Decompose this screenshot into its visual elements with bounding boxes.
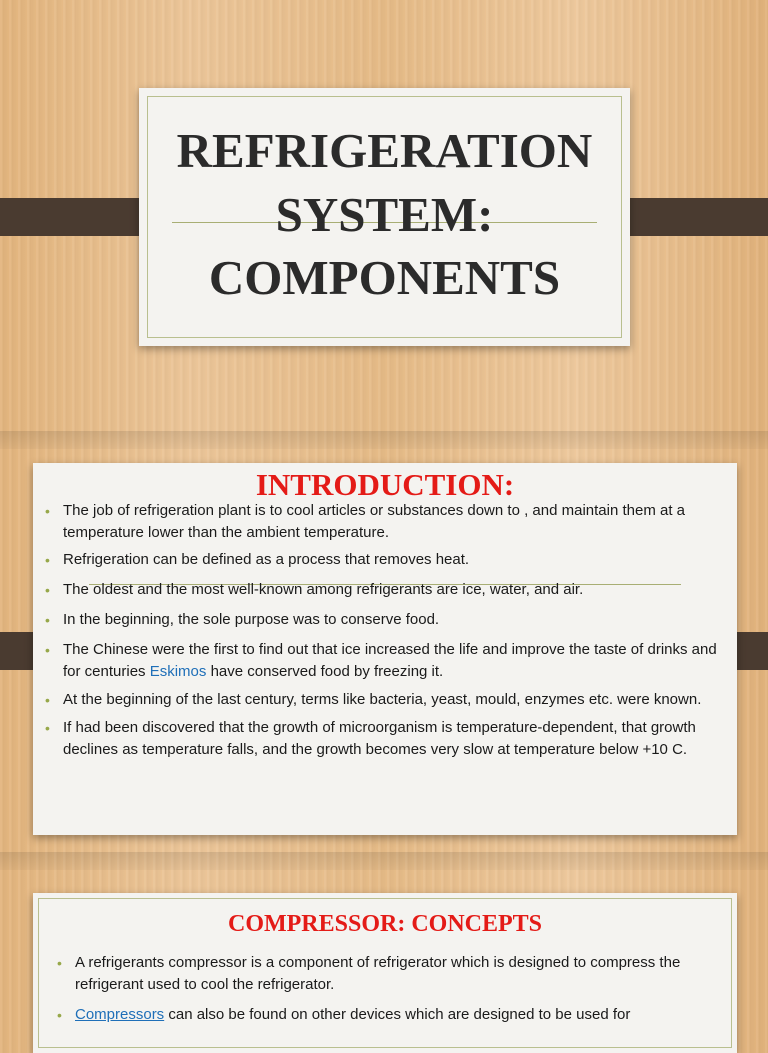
bullet-text: have conserved food by freezing it. — [206, 663, 444, 680]
compressors-link[interactable]: Compressors — [75, 1006, 165, 1023]
introduction-bullet-list — [33, 500, 723, 761]
bullet-dot-icon: • — [45, 720, 50, 736]
bullet-text: The job of refrigeration plant is to cool articles or substances down to , and maintain them at a temperature lower than the ambient temperature. — [63, 502, 686, 541]
bullet-dot-icon: • — [45, 552, 50, 568]
bullet-text: The Chinese were the first to find out that ice increased the life and improve the taste of drinks and for centuries — [63, 641, 717, 680]
bullet-text: The oldest and the most well-known among refrigerants are ice, water, and air. — [63, 581, 584, 598]
list-item — [33, 639, 723, 683]
bullet-dot-icon: • — [45, 692, 50, 708]
bullet-text: A refrigerants compressor is a component of refrigerator which is designed to compress the refrigerant used to cool the refrigerator. — [75, 954, 681, 993]
compressor-card — [33, 893, 737, 1053]
slide-title-line-1: REFRIGERATION — [176, 123, 593, 178]
compressor-heading: COMPRESSOR: CONCEPTS — [227, 911, 543, 937]
list-item — [33, 609, 723, 631]
bullet-text: Refrigeration can be defined as a process that removes heat. — [63, 551, 470, 568]
bullet-dot-icon: • — [45, 642, 50, 658]
title-card — [139, 88, 630, 346]
bullet-dot-icon: • — [57, 955, 62, 971]
list-item — [45, 1004, 725, 1026]
bullet-dot-icon: • — [45, 503, 50, 519]
bullet-text: At the beginning of the last century, terms like bacteria, yeast, mould, enzymes etc. were known. — [63, 691, 702, 708]
bullet-dot-icon: • — [45, 612, 50, 628]
list-item — [33, 500, 723, 544]
slide-title-line-2: SYSTEM: — [275, 187, 494, 242]
decor-bar-left — [0, 198, 155, 236]
slide-title-line-3: COMPONENTS — [208, 250, 561, 305]
bullet-dot-icon: • — [57, 1007, 62, 1023]
bullet-dot-icon: • — [45, 582, 50, 598]
eskimos-highlight: Eskimos — [149, 663, 207, 680]
bullet-text: If had been discovered that the growth of microorganism is temperature-dependent, that growth declines as temperature falls, and the growth becomes very slow at temperature below +10 C. — [63, 719, 696, 758]
bullet-text: In the beginning, the sole purpose was to conserve food. — [63, 611, 440, 628]
compressor-bullet-list — [45, 952, 725, 1026]
introduction-heading: INTRODUCTION: — [255, 467, 515, 502]
list-item — [33, 579, 723, 601]
slide-separator — [0, 852, 768, 870]
slide-separator — [0, 431, 768, 449]
decor-bar-right — [614, 198, 768, 236]
list-item — [33, 549, 723, 571]
bullet-text: can also be found on other devices which are designed to be used for — [164, 1006, 631, 1023]
list-item — [33, 689, 723, 711]
list-item — [33, 717, 723, 761]
list-item — [45, 952, 725, 996]
introduction-card — [33, 463, 737, 835]
